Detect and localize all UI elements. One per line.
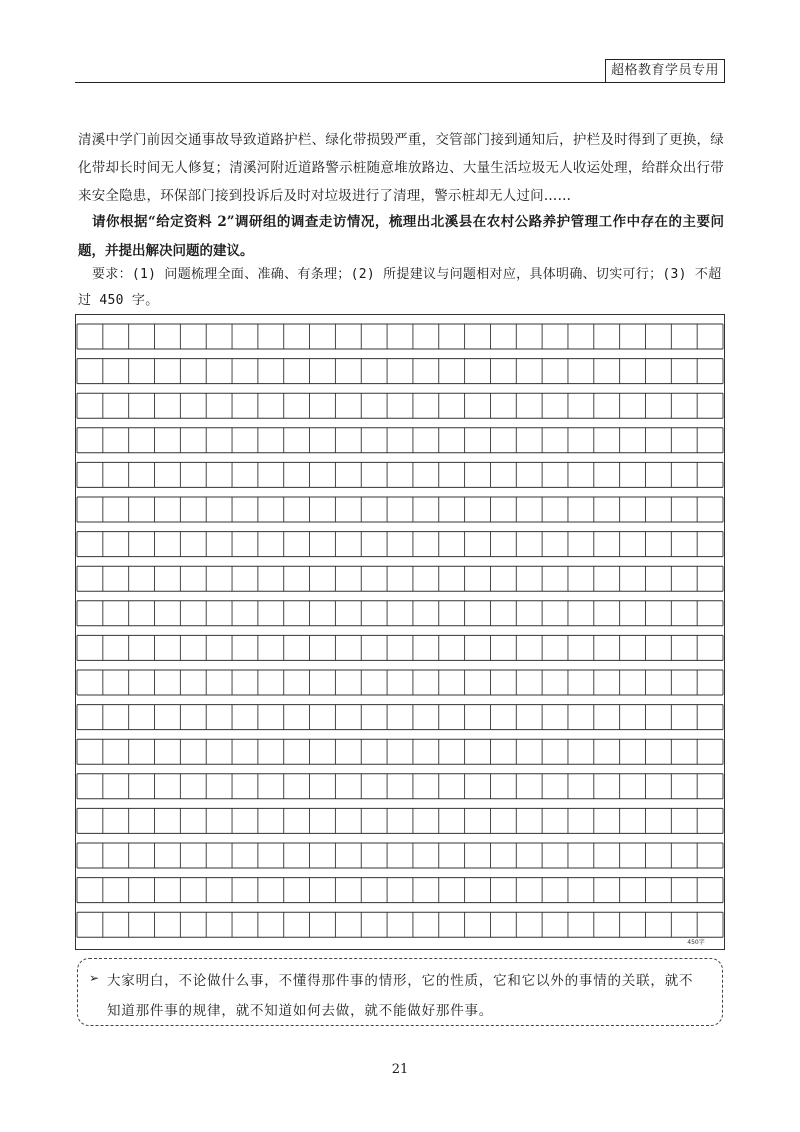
grid-row[interactable]	[77, 359, 723, 384]
grid-row[interactable]	[77, 462, 723, 487]
page-number: 21	[391, 1062, 409, 1077]
grid-row[interactable]	[77, 635, 723, 660]
grid-row[interactable]	[77, 912, 723, 937]
grid-row[interactable]	[77, 878, 723, 903]
grid-row[interactable]	[77, 393, 723, 418]
grid-row[interactable]	[77, 808, 723, 833]
grid-row[interactable]	[77, 532, 723, 557]
material-passage: 清溪中学门前因交通事故导致道路护栏、绿化带损毁严重，交管部门接到通知后，护栏及时得到了更换，绿化带却长时间无人修复；清溪河附近道路警示桩随意堆放路边、大量生活垃圾无人收运处理，给群众出行带来安全隐患，环保部门接到投诉后及时对垃圾进行了清理，警示桩却无人过问……	[78, 132, 724, 204]
word-count-marker: 450字	[687, 939, 705, 946]
question-prompt: 请你根据“给定资料 2”调研组的调查走访情况，梳理出北溪县在农村公路养护管理工作中存在的主要问题，并提出解决问题的建议。	[78, 214, 724, 259]
grid-row[interactable]	[77, 428, 723, 453]
grid-row[interactable]	[77, 670, 723, 695]
grid-row[interactable]	[77, 843, 723, 868]
grid-row[interactable]	[77, 566, 723, 591]
answer-requirements: 要求：(1) 问题梳理全面、准确、有条理；(2) 所提建议与问题相对应，具体明确、切实可行；(3) 不超过 450 字。	[78, 267, 722, 308]
tip-arrow-icon: ➢	[89, 971, 100, 985]
header-rule	[75, 82, 725, 83]
answer-grid[interactable]	[75, 314, 725, 950]
grid-row[interactable]	[77, 774, 723, 799]
grid-row[interactable]	[77, 324, 723, 349]
grid-row[interactable]	[77, 739, 723, 764]
grid-row[interactable]	[77, 497, 723, 522]
tip-quote: 大家明白，不论做什么事，不懂得那件事的情形，它的性质，它和它以外的事情的关联，就不知道那件事的规律，就不知道如何去做，就不能做好那件事。	[107, 973, 694, 1019]
grid-row[interactable]	[77, 601, 723, 626]
grid-row[interactable]	[77, 705, 723, 730]
page-header-label: 超格教育学员专用	[605, 59, 725, 83]
